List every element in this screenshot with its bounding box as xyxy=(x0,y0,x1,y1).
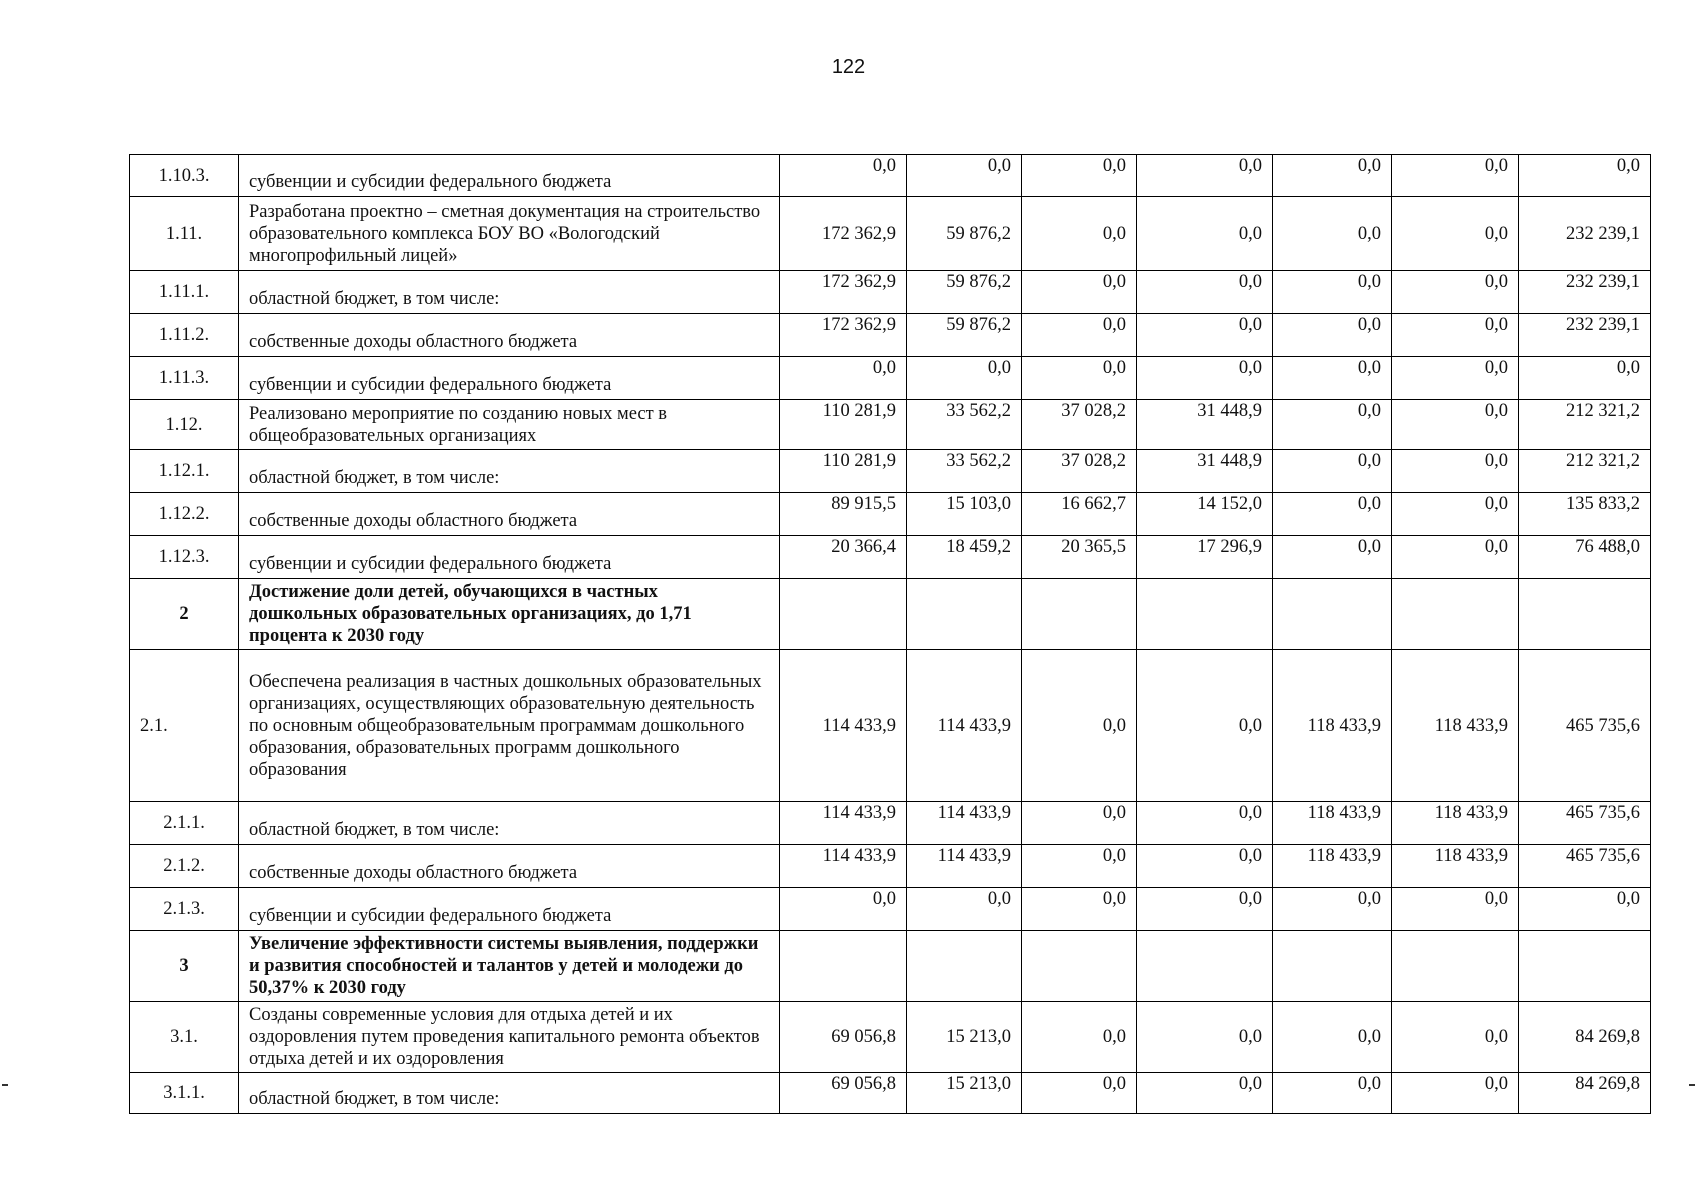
value-cell: 0,0 xyxy=(1137,1073,1273,1114)
value-cell: 0,0 xyxy=(1519,155,1651,197)
value-cell: 0,0 xyxy=(1392,1073,1519,1114)
value-cell: 0,0 xyxy=(1392,888,1519,931)
value-cell: 0,0 xyxy=(907,357,1022,400)
row-description: Увеличение эффективности системы выявления, поддержки и развития способностей и талантов у детей и молодежи до 50,37% к 2030 году xyxy=(239,931,780,1002)
value-cell: 110 281,9 xyxy=(780,450,907,493)
value-cell: 0,0 xyxy=(1392,314,1519,357)
value-cell: 0,0 xyxy=(1137,155,1273,197)
table-row xyxy=(130,888,1651,931)
value-cell: 0,0 xyxy=(1022,802,1137,845)
row-description: субвенции и субсидии федерального бюджета xyxy=(239,536,780,579)
value-cell: 37 028,2 xyxy=(1022,400,1137,450)
value-cell: 0,0 xyxy=(1022,888,1137,931)
value-cell: 37 028,2 xyxy=(1022,450,1137,493)
value-cell: 118 433,9 xyxy=(1273,845,1392,888)
value-cell: 59 876,2 xyxy=(907,314,1022,357)
value-cell: 0,0 xyxy=(1392,450,1519,493)
row-code: 1.11.2. xyxy=(130,314,239,357)
value-cell: 118 433,9 xyxy=(1392,650,1519,802)
value-cell: 59 876,2 xyxy=(907,271,1022,314)
row-description: областной бюджет, в том числе: xyxy=(239,802,780,845)
value-cell: 0,0 xyxy=(1022,1002,1137,1073)
value-cell: 232 239,1 xyxy=(1519,271,1651,314)
value-cell: 232 239,1 xyxy=(1519,197,1651,271)
table-row xyxy=(130,357,1651,400)
row-description: собственные доходы областного бюджета xyxy=(239,845,780,888)
row-description: областной бюджет, в том числе: xyxy=(239,450,780,493)
row-code: 1.10.3. xyxy=(130,155,239,197)
value-cell xyxy=(780,931,907,1002)
value-cell: 84 269,8 xyxy=(1519,1002,1651,1073)
table-row-section xyxy=(130,579,1651,650)
row-code: 1.11. xyxy=(130,197,239,271)
value-cell: 0,0 xyxy=(1022,271,1137,314)
value-cell: 0,0 xyxy=(1022,357,1137,400)
value-cell: 172 362,9 xyxy=(780,197,907,271)
value-cell: 0,0 xyxy=(1273,1073,1392,1114)
value-cell xyxy=(1392,931,1519,1002)
row-description: Достижение доли детей, обучающихся в частных дошкольных образовательных организациях, до 1,71 процента к 2030 году xyxy=(239,579,780,650)
value-cell: 114 433,9 xyxy=(780,802,907,845)
value-cell: 135 833,2 xyxy=(1519,493,1651,536)
row-code: 3 xyxy=(130,931,239,1002)
value-cell xyxy=(1519,931,1651,1002)
value-cell: 114 433,9 xyxy=(780,845,907,888)
row-description: областной бюджет, в том числе: xyxy=(239,271,780,314)
value-cell: 76 488,0 xyxy=(1519,536,1651,579)
value-cell: 0,0 xyxy=(1392,1002,1519,1073)
value-cell: 118 433,9 xyxy=(1392,802,1519,845)
value-cell: 0,0 xyxy=(1273,197,1392,271)
value-cell: 0,0 xyxy=(1519,888,1651,931)
table-row xyxy=(130,845,1651,888)
table-row xyxy=(130,1002,1651,1073)
value-cell: 0,0 xyxy=(1273,314,1392,357)
value-cell: 31 448,9 xyxy=(1137,400,1273,450)
row-description: субвенции и субсидии федерального бюджета xyxy=(239,357,780,400)
value-cell xyxy=(1022,931,1137,1002)
value-cell: 0,0 xyxy=(780,155,907,197)
table-row xyxy=(130,197,1651,271)
value-cell: 0,0 xyxy=(1392,536,1519,579)
value-cell: 0,0 xyxy=(1273,155,1392,197)
value-cell: 0,0 xyxy=(1022,155,1137,197)
value-cell: 0,0 xyxy=(780,888,907,931)
value-cell: 0,0 xyxy=(1273,493,1392,536)
table-row xyxy=(130,802,1651,845)
row-description: Обеспечена реализация в частных дошкольных образовательных организациях, осуществляющих образовательную деятельность по основным общеобразовательным программам дошкольного образования, образовательных программ дошкольного образования xyxy=(239,650,780,802)
value-cell: 0,0 xyxy=(1392,357,1519,400)
table-row xyxy=(130,314,1651,357)
value-cell: 0,0 xyxy=(1392,400,1519,450)
row-code: 2.1.2. xyxy=(130,845,239,888)
value-cell: 0,0 xyxy=(1137,271,1273,314)
value-cell: 114 433,9 xyxy=(780,650,907,802)
value-cell: 0,0 xyxy=(1137,650,1273,802)
row-code: 2.1.3. xyxy=(130,888,239,931)
value-cell: 232 239,1 xyxy=(1519,314,1651,357)
table-row xyxy=(130,400,1651,450)
value-cell: 172 362,9 xyxy=(780,314,907,357)
value-cell: 20 365,5 xyxy=(1022,536,1137,579)
value-cell: 0,0 xyxy=(1137,1002,1273,1073)
row-code: 1.12.2. xyxy=(130,493,239,536)
row-description: областной бюджет, в том числе: xyxy=(239,1073,780,1114)
value-cell: 0,0 xyxy=(1273,1002,1392,1073)
value-cell: 0,0 xyxy=(1392,493,1519,536)
row-description: Созданы современные условия для отдыха детей и их оздоровления путем проведения капитального ремонта объектов отдыха детей и их оздоровления xyxy=(239,1002,780,1073)
value-cell: 0,0 xyxy=(1137,197,1273,271)
table-row xyxy=(130,1073,1651,1114)
value-cell xyxy=(1137,579,1273,650)
value-cell: 15 213,0 xyxy=(907,1002,1022,1073)
value-cell: 0,0 xyxy=(1519,357,1651,400)
value-cell: 33 562,2 xyxy=(907,450,1022,493)
row-description: собственные доходы областного бюджета xyxy=(239,493,780,536)
budget-table xyxy=(129,154,1651,1114)
value-cell: 17 296,9 xyxy=(1137,536,1273,579)
value-cell xyxy=(1273,579,1392,650)
row-code: 3.1. xyxy=(130,1002,239,1073)
value-cell: 0,0 xyxy=(780,357,907,400)
value-cell: 0,0 xyxy=(1137,888,1273,931)
value-cell: 0,0 xyxy=(1137,802,1273,845)
value-cell: 212 321,2 xyxy=(1519,400,1651,450)
row-description: собственные доходы областного бюджета xyxy=(239,314,780,357)
value-cell: 172 362,9 xyxy=(780,271,907,314)
value-cell: 16 662,7 xyxy=(1022,493,1137,536)
table-row xyxy=(130,271,1651,314)
value-cell xyxy=(1519,579,1651,650)
value-cell: 15 213,0 xyxy=(907,1073,1022,1114)
value-cell xyxy=(907,931,1022,1002)
value-cell: 0,0 xyxy=(1137,845,1273,888)
value-cell: 114 433,9 xyxy=(907,802,1022,845)
value-cell: 14 152,0 xyxy=(1137,493,1273,536)
value-cell: 15 103,0 xyxy=(907,493,1022,536)
value-cell: 118 433,9 xyxy=(1392,845,1519,888)
table-row xyxy=(130,650,1651,802)
value-cell: 118 433,9 xyxy=(1273,650,1392,802)
value-cell xyxy=(907,579,1022,650)
page-number: 122 xyxy=(831,56,866,78)
table-row xyxy=(130,493,1651,536)
value-cell: 0,0 xyxy=(1022,314,1137,357)
value-cell: 0,0 xyxy=(1392,155,1519,197)
value-cell: 0,0 xyxy=(1137,357,1273,400)
table-row xyxy=(130,450,1651,493)
value-cell: 89 915,5 xyxy=(780,493,907,536)
value-cell xyxy=(1273,931,1392,1002)
value-cell: 0,0 xyxy=(1392,197,1519,271)
value-cell: 114 433,9 xyxy=(907,845,1022,888)
row-code: 2.1. xyxy=(130,650,239,802)
row-description: Реализовано мероприятие по созданию новых мест в общеобразовательных организациях xyxy=(239,400,780,450)
value-cell: 0,0 xyxy=(907,888,1022,931)
value-cell: 31 448,9 xyxy=(1137,450,1273,493)
row-code: 1.12.1. xyxy=(130,450,239,493)
row-description: субвенции и субсидии федерального бюджета xyxy=(239,155,780,197)
value-cell: 18 459,2 xyxy=(907,536,1022,579)
row-description: субвенции и субсидии федерального бюджета xyxy=(239,888,780,931)
value-cell: 0,0 xyxy=(1022,845,1137,888)
value-cell: 0,0 xyxy=(1022,1073,1137,1114)
value-cell: 69 056,8 xyxy=(780,1002,907,1073)
scan-edge-mark-left xyxy=(2,1084,8,1086)
value-cell: 20 366,4 xyxy=(780,536,907,579)
row-description: Разработана проектно – сметная документация на строительство образовательного комплекса БОУ ВО «Вологодский многопрофильный лицей» xyxy=(239,197,780,271)
value-cell: 0,0 xyxy=(1273,536,1392,579)
value-cell: 0,0 xyxy=(1273,888,1392,931)
value-cell: 465 735,6 xyxy=(1519,802,1651,845)
value-cell: 465 735,6 xyxy=(1519,650,1651,802)
row-code: 1.12.3. xyxy=(130,536,239,579)
value-cell: 212 321,2 xyxy=(1519,450,1651,493)
value-cell: 0,0 xyxy=(1392,271,1519,314)
value-cell: 0,0 xyxy=(1273,450,1392,493)
value-cell: 114 433,9 xyxy=(907,650,1022,802)
value-cell: 118 433,9 xyxy=(1273,802,1392,845)
value-cell: 69 056,8 xyxy=(780,1073,907,1114)
value-cell: 33 562,2 xyxy=(907,400,1022,450)
value-cell: 0,0 xyxy=(1137,314,1273,357)
value-cell xyxy=(1392,579,1519,650)
value-cell: 110 281,9 xyxy=(780,400,907,450)
value-cell: 84 269,8 xyxy=(1519,1073,1651,1114)
row-code: 3.1.1. xyxy=(130,1073,239,1114)
value-cell: 0,0 xyxy=(907,155,1022,197)
value-cell xyxy=(1137,931,1273,1002)
value-cell: 0,0 xyxy=(1273,400,1392,450)
value-cell: 0,0 xyxy=(1022,650,1137,802)
value-cell: 0,0 xyxy=(1273,271,1392,314)
value-cell: 0,0 xyxy=(1022,197,1137,271)
value-cell xyxy=(780,579,907,650)
value-cell: 465 735,6 xyxy=(1519,845,1651,888)
row-code: 2.1.1. xyxy=(130,802,239,845)
scan-edge-mark-right xyxy=(1689,1084,1695,1086)
table-row-section xyxy=(130,931,1651,1002)
row-code: 1.11.3. xyxy=(130,357,239,400)
table-row xyxy=(130,536,1651,579)
value-cell: 0,0 xyxy=(1273,357,1392,400)
row-code: 2 xyxy=(130,579,239,650)
value-cell xyxy=(1022,579,1137,650)
value-cell: 59 876,2 xyxy=(907,197,1022,271)
row-code: 1.12. xyxy=(130,400,239,450)
row-code: 1.11.1. xyxy=(130,271,239,314)
table-row xyxy=(130,155,1651,197)
